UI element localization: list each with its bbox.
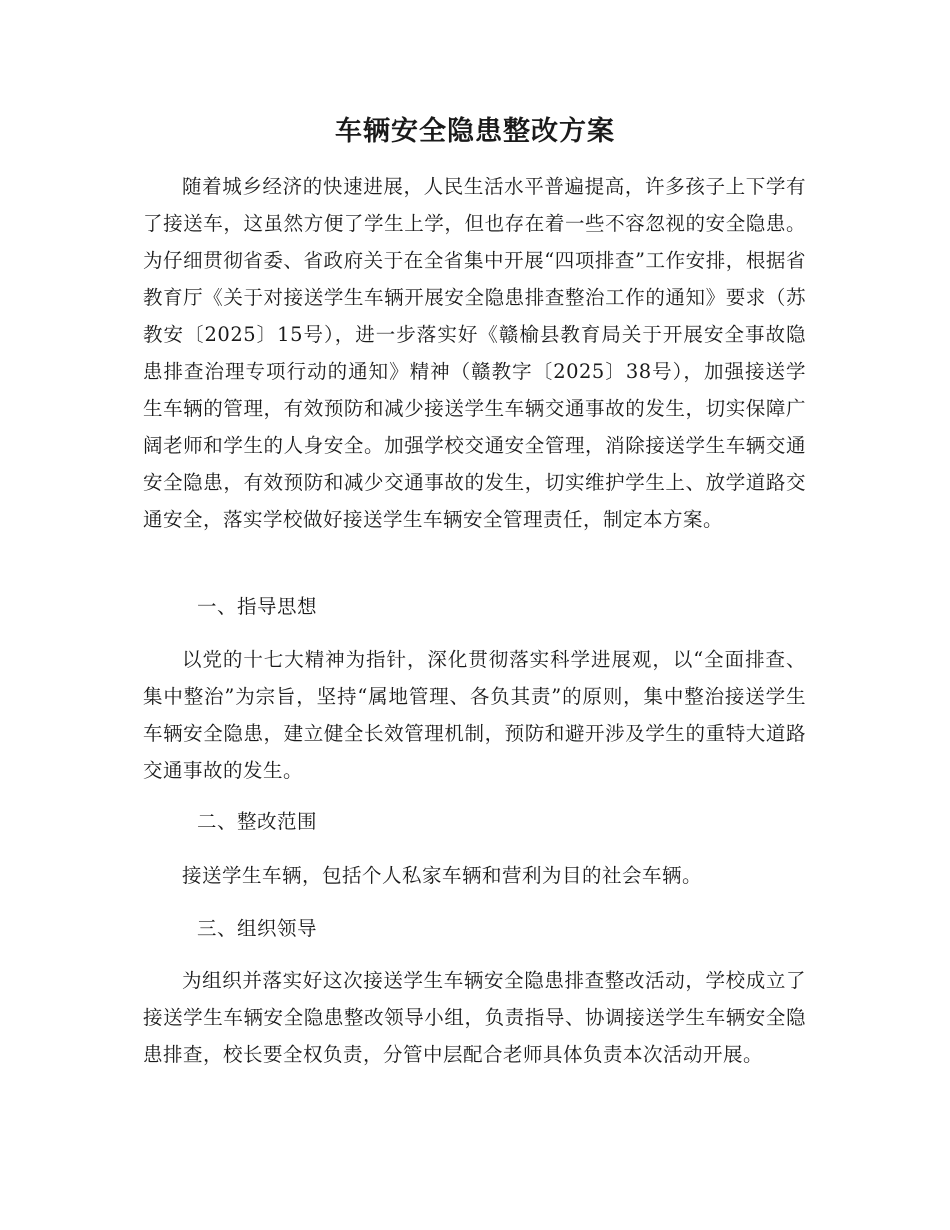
section-heading-guiding-ideology: 一、指导思想 xyxy=(197,595,318,618)
document-title: 车辆安全隐患整改方案 xyxy=(335,116,615,147)
section-body-leadership: 为组织并落实好这次接送学生车辆安全隐患排查整改活动，学校成立了接送学生车辆安全隐患整改领导小组，负责指导、协调接送学生车辆安全隐患排查，校长要全权负责，分管中层配合老师具体负责本次活动开展。 xyxy=(143,969,806,1066)
intro-paragraph: 随着城乡经济的快速进展，人民生活水平普遍提高，许多孩子上下学有了接送车，这虽然方便了学生上学，但也存在着一些不容忽视的安全隐患。为仔细贯彻省委、省政府关于在全省集中开展“四项排查”工作安排，根据省教育厅《关于对接送学生车辆开展安全隐患排查整治工作的通知》要求（苏教安〔2025〕15号），进一步落实好《赣榆县教育局关于开展安全事故隐患排查治理专项行动的通知》精神（赣教字〔2025〕38号），加强接送学生车辆的管理，有效预防和减少接送学生车辆交通事故的发生，切实保障广阔老师和学生的人身安全。加强学校交通安全管理，消除接送学生车辆交通安全隐患，有效预防和减少交通事故的发生，切实维护学生上、放学道路交通安全，落实学校做好接送学生车辆安全管理责任，制定本方案。 xyxy=(143,175,806,531)
section-body-guiding-ideology: 以党的十七大精神为指针，深化贯彻落实科学进展观，以“全面排查、集中整治”为宗旨，坚持“属地管理、各负其责”的原则，集中整治接送学生车辆安全隐患，建立健全长效管理机制，预防和避开涉及学生的重特大道路交通事故的发生。 xyxy=(143,648,806,782)
section-heading-leadership: 三、组织领导 xyxy=(197,917,318,940)
section-heading-scope: 二、整改范围 xyxy=(197,810,318,833)
section-body-scope: 接送学生车辆，包括个人私家车辆和营利为目的社会车辆。 xyxy=(182,864,703,887)
